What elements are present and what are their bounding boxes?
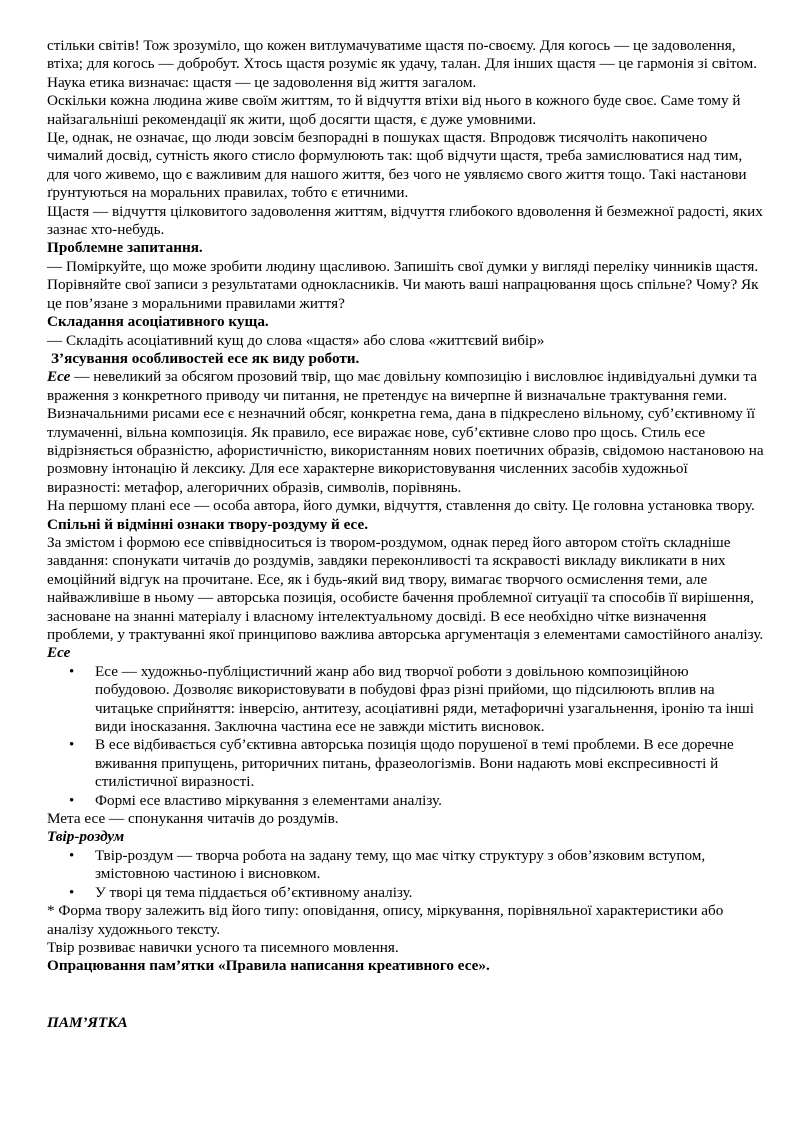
ese-bullet-list [47, 663, 764, 810]
paragraph-essay-traits: Визначальними рисами есе є незначний обсяг, конкретна гема, дана в підкреслено вільному, суб’єктивному її тлумаченні, вільна композиція. Як правило, есе виражає нове, суб’єктивне слово про щось. Стиль есе відрізняється образністю, афористичністю, використанням нових поетичних образів, свідомою настановою на розмовну інтонацію й лексику. Для есе характерне використовування численних засобів художньої виразності: метафор, алегоричних образів, символів, порівнянь. [47, 405, 764, 496]
heading-associative-cluster: Складання асоціативного куща. [47, 313, 269, 331]
heading-memo: ПАМ’ЯТКА [47, 1013, 128, 1031]
essay-term: Есе [47, 368, 71, 386]
paragraph-form-note: * Форма твору залежить від його типу: оповідання, опису, міркування, порівняльної характеристики або аналізу художнього тексту. [47, 902, 724, 938]
paragraph-own-life: Оскільки кожна людина живе своїм життям, то й відчуття втіхи від нього в кожного буде своє. Саме тому й найзагальніші рекомендації як жити, щоб досягти щастя, є дуже умовними. [47, 92, 741, 128]
list-item: • У творі ця тема піддається об’єктивному аналізу. [95, 884, 764, 902]
heading-essay-features: З’ясування особливостей есе як виду роботи. [51, 349, 360, 367]
heading-tvir-list: Твір-роздум [47, 828, 125, 846]
paragraph-happiness-views: стільки світів! Тож зрозуміло, що кожен витлумачуватиме щастя по-своєму. Для когось — це задоволення, втіха; для когось — добробут. Хтось щастя розуміє як удачу, талан. Для інших щастя — це гармонія зі світом. Наука етика визначає: щастя — це задоволення від життя загалом. [47, 37, 758, 91]
paragraph-essay-definition [47, 368, 764, 405]
list-item: • Формі есе властиво міркування з елементами аналізу. [95, 792, 764, 810]
tvir-bullet-list [47, 847, 764, 902]
heading-problem-question: Проблемне запитання. [47, 239, 203, 257]
list-item: • Твір-роздум — творча робота на задану тему, що має чітку структуру з обов’язковим вступом, змістовною частиною і висновком. [95, 847, 764, 884]
essay-definition-text: — невеликий за обсягом прозовий твір, що має довільну композицію і висловлює індивідуальні думки та враження з конкретного приводу чи питання, не претендує на вичерпне й визначальне трактування геми. [47, 368, 757, 404]
heading-memo-work: Опрацювання пам’ятки «Правила написання креативного есе». [47, 957, 490, 975]
paragraph-compare: За змістом і формою есе співвідноситься із твором-роздумом, однак перед його автором стоїть складніше завдання: спонукати читачів до роздумів, завдяки переконливості та яскравості викладу викликати в них емоційний відгук на прочитане. Есе, як і будь-який вид твору, вимагає творчого осмислення теми, але найважливіше в ньому — авторська позиція, особисте бачення проблемної ситуації та способів її вирішення, засноване на знанні матеріалу і власному інтелектуальному досвіді. В есе необхідно чітке визначення проблеми, у трактуванні якої принципово важлива авторська аргументація з елементами самостійного аналізу. [47, 533, 764, 643]
list-item: • Есе — художньо-публіцистичний жанр або вид творчої роботи з довільною композиційною побудовою. Дозволяє використовувати в побудові фраз різні прийоми, що підсилюють вплив на читацьке сприйняття: інверсію, антитезу, асоціативні ряди, метафоричні узагальнення, іронію та інші види іносказання. Заключна частина есе не завжди містить висновок. [95, 663, 764, 737]
paragraph-experience: Це, однак, не означає, що люди зовсім безпорадні в пошуках щастя. Впродовж тисячоліть накопичено чималий досвід, сутність якого стисло формулюють так: щоб відчути щастя, треба замислюватися над тим, для чого живемо, що є важливим для нашого життя, без чого не уявляємо свого життя тощо. Такі настанови ґрунтуються на моральних правилах, тобто є етичними. [47, 129, 747, 202]
list-item: • В есе відбивається суб’єктивна авторська позиція щодо порушеної в темі проблеми. В есе доречне вживання припущень, риторичних питань, фразеологізмів. Вони надають мові експресивності й стилістичної виразності. [95, 736, 764, 791]
paragraph-cluster-task: — Складіть асоціативний кущ до слова «щастя» або слова «життєвий вибір» [47, 331, 545, 349]
paragraph-skills: Твір розвиває навички усного та писемного мовлення. [47, 938, 399, 956]
heading-ese-list: Есе [47, 644, 71, 662]
paragraph-problem-task: — Поміркуйте, що може зробити людину щасливою. Запишіть свої думки у вигляді переліку чинників щастя. Порівняйте свої записи з результатами однокласників. Чи мають ваші напрацювання щось спільне? Чому? Як це пов’язане з моральними правилами життя? [47, 257, 759, 312]
heading-compare: Спільні й відмінні ознаки твору-роздуму й есе. [47, 515, 368, 533]
paragraph-happiness-definition: Щастя — відчуття цілковитого задоволення життям, відчуття глибокого вдоволення й безмежної радості, яких зазнає хто-небудь. [47, 202, 763, 239]
paragraph-essay-goal: Мета есе — спонукання читачів до роздумів. [47, 810, 339, 828]
paragraph-essay-author: На першому плані есе — особа автора, його думки, відчуття, ставлення до світу. Це головна установка твору. [47, 497, 755, 515]
